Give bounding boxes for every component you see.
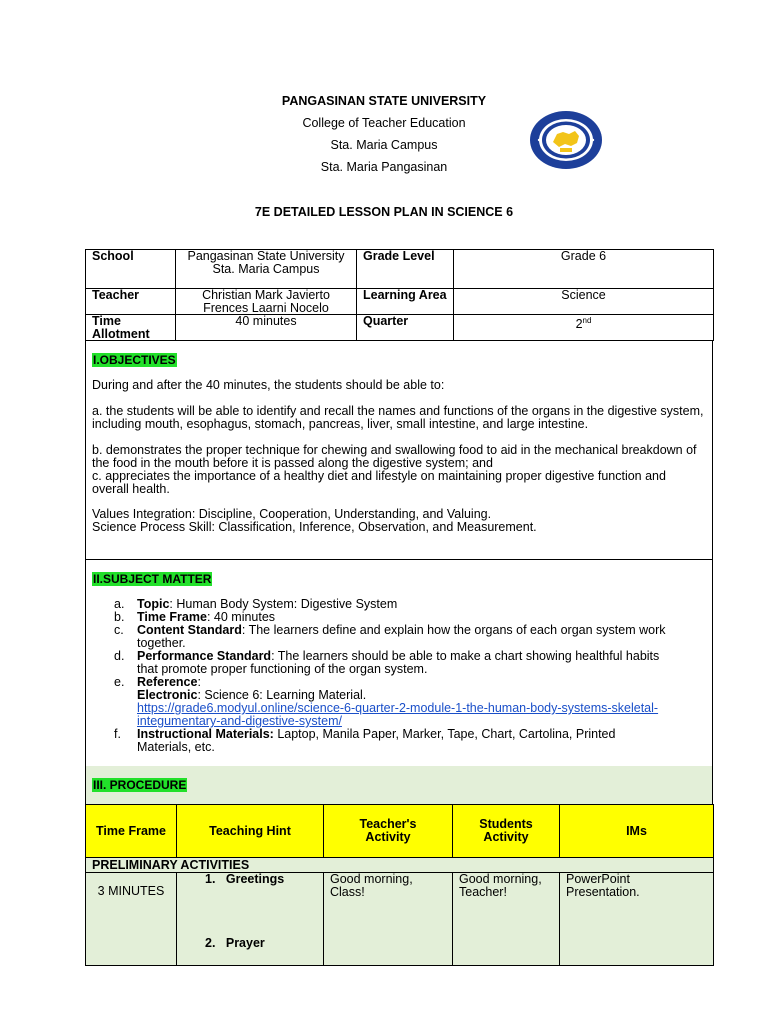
quarter-ordinal: nd — [582, 316, 592, 325]
college-name: College of Teacher Education — [302, 116, 466, 130]
objective-a: a. the students will be able to identify and recall the names and functions of the organs in the digestive system, including mouth, esophagus, stomach, pancreas, liver, small intestine, and large intestine. — [92, 404, 704, 431]
procedure-table — [85, 804, 714, 966]
procedure-heading: III. PROCEDURE — [93, 778, 187, 792]
list-marker: c. — [114, 623, 124, 637]
lesson-info-table — [85, 249, 714, 341]
preliminary-activities-row — [86, 858, 714, 873]
performance-standard-label: Performance Standard — [137, 649, 272, 663]
ims-cell: PowerPoint Presentation. — [560, 873, 714, 966]
objectives-section — [85, 341, 713, 560]
objectives-heading: I.OBJECTIVES — [93, 353, 176, 367]
university-seal-logo — [529, 110, 603, 170]
reference-link[interactable]: https://grade6.modyul.online/science-6-quarter-2-module-1-the-human-body-systems-skeletal-integumentary-and-digestive-system/ — [137, 701, 659, 728]
electronic-text: : Science 6: Learning Material. — [197, 688, 367, 702]
teacher-name-2: Frences Laarni Nocelo — [203, 300, 329, 315]
learning-area-label: Learning Area — [357, 289, 454, 315]
quarter-value — [454, 315, 714, 341]
lesson-plan-title: 7E DETAILED LESSON PLAN IN SCIENCE 6 — [254, 205, 514, 219]
column-header-teachers-activity: Teacher's Activity — [324, 805, 453, 858]
performance-standard-text: : The learners should be able to make a chart showing healthful habits that promote proper functioning of the organ system. — [137, 649, 660, 676]
learning-area-value: Science — [454, 289, 714, 315]
reference-colon: : — [197, 675, 201, 689]
list-marker: d. — [114, 649, 125, 663]
column-header-ims: IMs — [560, 805, 714, 858]
table-row — [86, 873, 714, 966]
campus-location: Sta. Maria Pangasinan — [320, 160, 448, 174]
list-marker: a. — [114, 597, 125, 611]
school-value: Pangasinan State University Sta. Maria Campus — [176, 250, 357, 289]
procedure-section — [85, 766, 713, 805]
topic-text: : Human Body System: Digestive System — [169, 597, 398, 611]
subject-matter-heading: II.SUBJECT MATTER — [93, 572, 212, 586]
list-marker: f. — [114, 727, 121, 741]
teacher-value — [176, 289, 357, 315]
objective-b: b. demonstrates the proper technique for chewing and swallowing food to aid in the mechanical breakdown of the food in the mouth before it is passed along the digestive system; and — [92, 443, 697, 470]
list-marker: b. — [114, 610, 125, 624]
teachers-activity-cell: Good morning, Class! — [324, 873, 453, 966]
reference-label: Reference — [137, 675, 198, 689]
preliminary-activities-label: PRELIMINARY ACTIVITIES — [86, 858, 714, 873]
time-allotment-label: Time Allotment — [86, 315, 176, 341]
university-name: PANGASINAN STATE UNIVERSITY — [281, 94, 487, 108]
column-header-students-activity: Students Activity — [453, 805, 560, 858]
grade-level-value: Grade 6 — [454, 250, 714, 289]
values-integration: Values Integration: Discipline, Cooperation, Understanding, and Valuing. — [92, 507, 492, 521]
grade-level-label: Grade Level — [357, 250, 454, 289]
hint-number: 1. — [205, 872, 216, 886]
content-standard-label: Content Standard — [137, 623, 242, 637]
campus-name: Sta. Maria Campus — [330, 138, 438, 152]
time-allotment-value: 40 minutes — [176, 315, 357, 341]
students-activity-cell: Good morning, Teacher! — [453, 873, 560, 966]
topic-label: Topic — [137, 597, 170, 611]
list-item-performance-standard — [114, 650, 672, 676]
hint-label: Prayer — [225, 936, 265, 950]
instructional-materials-label: Instructional Materials: — [137, 727, 274, 741]
time-frame-label: Time Frame — [137, 610, 207, 624]
subject-matter-list — [114, 598, 672, 754]
time-frame-cell: 3 MINUTES — [86, 873, 177, 966]
content-standard-text: : The learners define and explain how the organs of each organ system work together. — [137, 623, 666, 650]
column-header-time-frame: Time Frame — [86, 805, 177, 858]
list-item-content-standard — [114, 624, 672, 650]
teaching-hint-cell — [177, 873, 324, 966]
time-frame-text: : 40 minutes — [206, 610, 276, 624]
objectives-intro: During and after the 40 minutes, the students should be able to: — [92, 378, 445, 392]
quarter-number: 2 — [575, 317, 583, 332]
teacher-label: Teacher — [86, 289, 176, 315]
hint-number: 2. — [205, 936, 216, 950]
school-label: School — [86, 250, 176, 289]
subject-matter-section — [85, 560, 713, 767]
list-item-reference — [114, 676, 672, 728]
electronic-label: Electronic — [137, 688, 198, 702]
list-item-instructional-materials — [114, 728, 672, 754]
quarter-label: Quarter — [357, 315, 454, 341]
column-header-teaching-hint: Teaching Hint — [177, 805, 324, 858]
procedure-table-header — [86, 805, 714, 858]
instructional-materials-text: Laptop, Manila Paper, Marker, Tape, Chart, Cartolina, Printed Materials, etc. — [137, 727, 616, 754]
hint-greetings — [205, 873, 284, 886]
science-process-skill: Science Process Skill: Classification, Inference, Observation, and Measurement. — [92, 520, 537, 534]
hint-label: Greetings — [225, 872, 285, 886]
objective-c: c. appreciates the importance of a healthy diet and lifestyle on maintaining proper digestive function and overall health. — [92, 469, 666, 496]
hint-prayer — [205, 937, 265, 950]
teacher-name-1: Christian Mark Javierto — [202, 288, 330, 302]
list-marker: e. — [114, 675, 125, 689]
